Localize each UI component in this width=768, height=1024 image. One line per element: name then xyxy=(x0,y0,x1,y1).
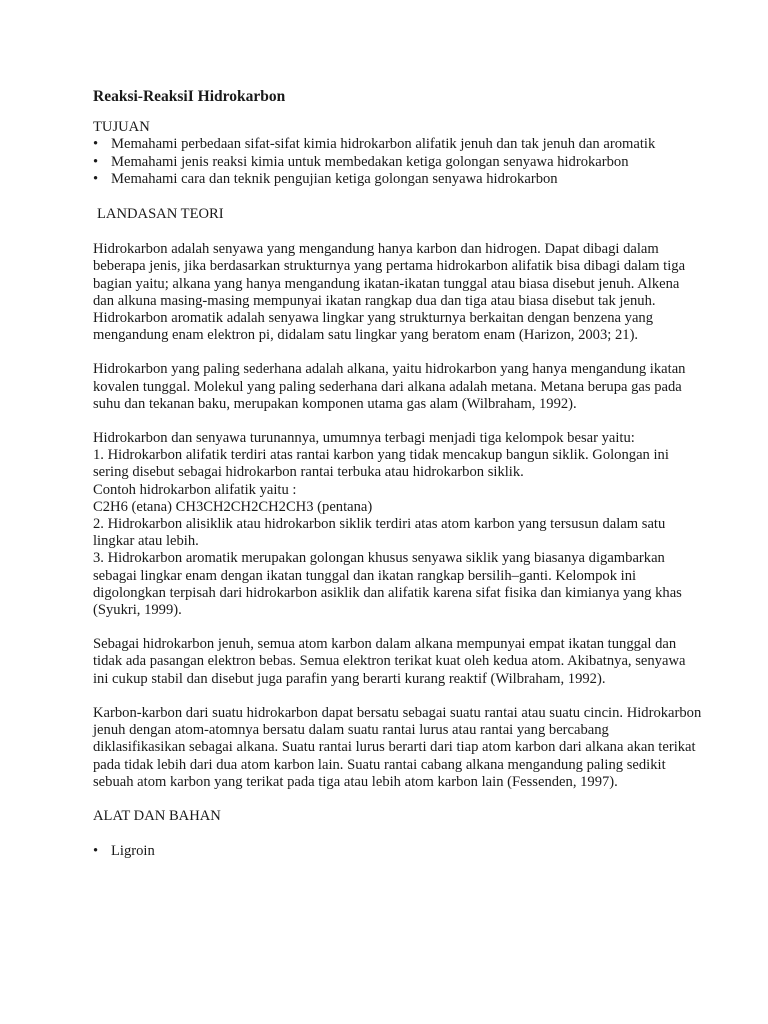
tujuan-list xyxy=(93,136,703,188)
list-item xyxy=(93,154,703,171)
paragraph: Hidrokarbon adalah senyawa yang mengandung hanya karbon dan hidrogen. Dapat dibagi dalam beberapa jenis, jika berdasarkan strukturnya yang pertama hidrokarbon alifatik bisa dibagi dalam tiga bagian yaitu; alkana yang hanya mengandung ikatan-ikatan tunggal atau biasa disebut jenuh. Alkena dan alkuna masing-masing mempunyai ikatan rangkap dua dan tiga atau biasa disebut tak jenuh. Hidrokarbon aromatik adalah senyawa lingkar yang strukturnya berkaitan dengan benzena yang mengandung enam elektron pi, didalam satu lingkar yang beratom enam (Harizon, 2003; 21). xyxy=(93,241,686,344)
list-item-text: Memahami jenis reaksi kimia untuk membedakan ketiga golongan senyawa hidrokarbon xyxy=(111,153,629,170)
document-page xyxy=(93,88,703,860)
list-item-text: Memahami cara dan teknik pengujian ketiga golongan senyawa hidrokarbon xyxy=(111,170,558,187)
tujuan-heading: TUJUAN xyxy=(93,119,150,136)
kelompok-section xyxy=(93,430,703,619)
paragraph-line: Contoh hidrokarbon alifatik yaitu : xyxy=(93,481,297,498)
list-item xyxy=(93,136,703,153)
alat-heading: ALAT DAN BAHAN xyxy=(93,807,221,824)
list-item-text: Memahami perbedaan sifat-sifat kimia hidrokarbon alifatik jenuh dan tak jenuh dan aromatik xyxy=(111,136,656,153)
bullet-icon: • xyxy=(93,153,99,170)
list-item-text: Ligroin xyxy=(111,843,155,860)
paragraph: Sebagai hidrokarbon jenuh, semua atom karbon dalam alkana mempunyai empat ikatan tunggal dan tidak ada pasangan elektron bebas. Semua elektron terikat kuat oleh kedua atom. Akibatnya, senyawa ini cukup stabil dan disebut juga parafin yang berarti kurang reaktif (Wilbraham, 1992). xyxy=(93,636,686,687)
paragraph: Hidrokarbon yang paling sederhana adalah alkana, yaitu hidrokarbon yang hanya mengandung ikatan kovalen tunggal. Molekul yang paling sederhana dari alkana adalah metana. Metana berupa gas pada suhu dan tekanan baku, merupakan komponen utama gas alam (Wilbraham, 1992). xyxy=(93,361,686,412)
paragraph-line: 3. Hidrokarbon aromatik merupakan golongan khusus senyawa siklik yang biasanya digambarkan sebagai lingkar enam dengan ikatan tunggal dan ikatan rangkap bersilih–ganti. Kelompok ini digolongkan terpisah dari hidrokarbon asiklik dan alifatik karena sifat fisika dan kimianya yang khas (Syukri, 1999). xyxy=(93,550,682,619)
bullet-icon: • xyxy=(93,170,99,187)
bullet-icon: • xyxy=(93,136,99,153)
list-item xyxy=(93,843,703,860)
alat-list xyxy=(93,843,703,860)
paragraph-line: 2. Hidrokarbon alisiklik atau hidrokarbon siklik terdiri atas atom karbon yang tersusun dalam satu lingkar atau lebih. xyxy=(93,516,666,550)
bullet-icon: • xyxy=(93,843,99,860)
paragraph: Karbon-karbon dari suatu hidrokarbon dapat bersatu sebagai suatu rantai atau suatu cincin. Hidrokarbon jenuh dengan atom-atomnya bersatu dalam suatu rantai lurus atau rantai yang bercabang diklasifikasikan sebagai alkana. Suatu rantai lurus berarti dari tiap atom karbon dari alkana akan terikat pada tidak lebih dari dua atom karbon lain. Suatu rantai cabang alkana mengandung paling sedikit sebuah atom karbon yang terikat pada tiga atau lebih atom karbon lain (Fessenden, 1997). xyxy=(93,704,702,790)
paragraph-line: C2H6 (etana) CH3CH2CH2CH2CH3 (pentana) xyxy=(93,498,373,515)
paragraph-line: 1. Hidrokarbon alifatik terdiri atas rantai karbon yang tidak mencakup bangun siklik. Golongan ini sering disebut sebagai hidrokarbon rantai terbuka atau hidrokarbon siklik. xyxy=(93,447,669,481)
document-title: Reaksi-ReaksiI Hidrokarbon xyxy=(93,88,286,105)
landasan-heading: LANDASAN TEORI xyxy=(97,206,224,223)
list-item xyxy=(93,171,703,188)
paragraph-line: Hidrokarbon dan senyawa turunannya, umumnya terbagi menjadi tiga kelompok besar yaitu: xyxy=(93,430,635,447)
